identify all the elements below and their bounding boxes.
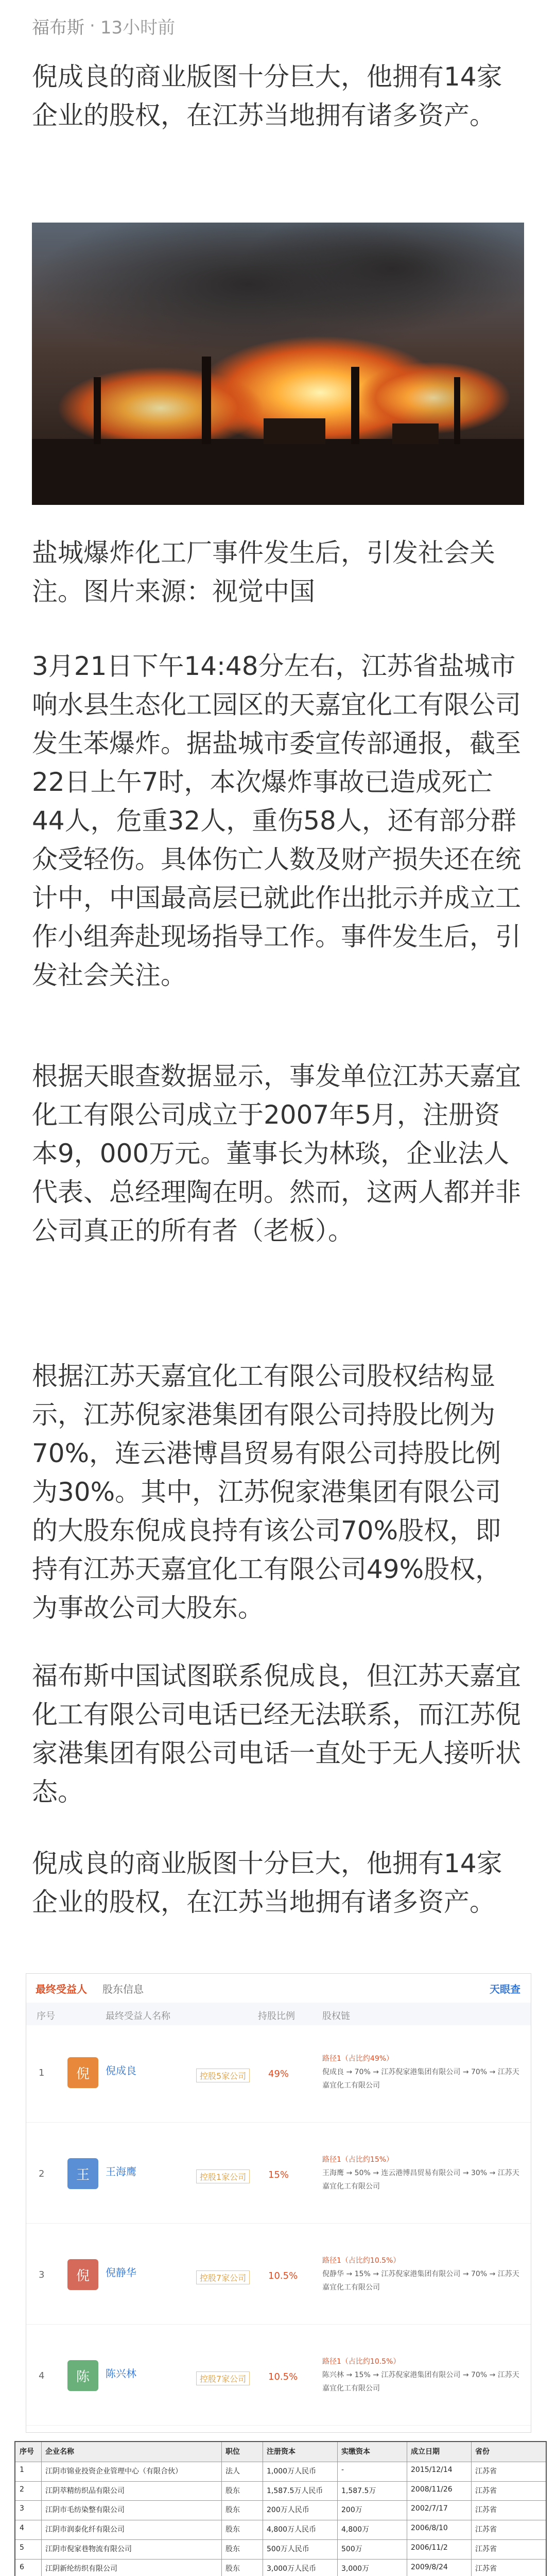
table-cell: 500万 (341, 2545, 362, 2553)
shot-col-num: 序号 (37, 2011, 55, 2022)
company-table (14, 2441, 547, 2576)
author-name[interactable]: 福布斯 (32, 17, 84, 38)
table-cell: 江苏省 (475, 2564, 497, 2573)
table-cell: 江阴萃精纺织品有限公司 (45, 2486, 125, 2495)
row-number: 3 (39, 2269, 45, 2280)
table-cell: 4 (20, 2524, 24, 2533)
table-row (15, 2500, 546, 2520)
table-cell: 3 (20, 2504, 24, 2513)
equity-chain (322, 2153, 523, 2193)
shot-tab-shareholders: 股东信息 (102, 1982, 144, 1995)
table-row (15, 2462, 546, 2482)
photo-caption: 盐城爆炸化工厂事件发生后，引发社会关注。图片来源：视觉中国 (32, 538, 495, 606)
table-cell: 江阴市润泰化纤有限公司 (45, 2526, 125, 2534)
chain-path: 王海鹰 → 50% → 连云港博昌贸易有限公司 → 30% → 江苏天嘉宜化工有限公司 (322, 2169, 519, 2191)
publish-time: 13小时前 (100, 17, 176, 38)
table-header-cell: 企业名称 (45, 2448, 74, 2456)
shareholder-name[interactable]: 陈兴林 (106, 2367, 136, 2380)
row-number: 4 (39, 2370, 45, 2381)
paragraph-1: 倪成良的商业版图十分巨大，他拥有14家企业的股权，在江苏当地拥有诸多资产。 (32, 62, 502, 130)
table-cell: 1,000万人民币 (267, 2467, 317, 2476)
table-cell: 2006/8/10 (411, 2524, 448, 2533)
row-number: 1 (39, 2067, 45, 2078)
table-cell: 1,587.5万人民币 (267, 2486, 323, 2495)
table-header-cell: 注册资本 (267, 2448, 296, 2456)
holding-tag[interactable]: 控股7家公司 (196, 2270, 250, 2284)
avatar: 王 (67, 2158, 98, 2189)
table-cell: 股东 (225, 2564, 240, 2573)
table-cell: 江阴市毛纺染整有限公司 (45, 2506, 125, 2515)
table-row (15, 2539, 546, 2560)
table-cell: 股东 (225, 2545, 240, 2553)
table-row (15, 2481, 546, 2501)
table-header-row (15, 2442, 546, 2462)
avatar: 倪 (67, 2057, 98, 2088)
paragraph-4: 根据天眼查数据显示，事发单位江苏天嘉宜化工有限公司成立于2007年5月，注册资本9，000万元。董事长为林琰，企业法人代表、总经理陶在明。然而，这两人都并非公司真正的所有者（老板）。 (32, 1061, 521, 1246)
paragraph-7: 倪成良的商业版图十分巨大，他拥有14家企业的股权，在江苏当地拥有诸多资产。 (32, 1849, 502, 1917)
chain-title: 路径1（占比约10.5%） (322, 2257, 401, 2265)
table-cell: 2006/11/2 (411, 2544, 448, 2552)
table-cell: - (341, 2465, 344, 2474)
shot-tab-beneficiary: 最终受益人 (36, 1982, 87, 1995)
shareholder-name[interactable]: 倪静华 (106, 2266, 136, 2279)
chain-title: 路径1（占比约49%） (322, 2055, 394, 2063)
table-header-cell: 成立日期 (411, 2448, 440, 2456)
table-cell: 1 (20, 2465, 24, 2474)
shareholder-screenshot (26, 1973, 531, 2433)
table-header-cell: 序号 (20, 2448, 34, 2456)
chain-path: 倪静华 → 15% → 江苏倪家港集团有限公司 → 70% → 江苏天嘉宜化工有限公司 (322, 2270, 519, 2292)
shareholder-row[interactable] (26, 2025, 531, 2123)
table-cell: 江苏省 (475, 2545, 497, 2553)
shareholder-name[interactable]: 倪成良 (106, 2064, 136, 2077)
chain-path: 倪成良 → 70% → 江苏倪家港集团有限公司 → 70% → 江苏天嘉宜化工有限公司 (322, 2068, 519, 2090)
chain-title: 路径1（占比约10.5%） (322, 2358, 401, 2366)
table-cell: 2008/11/26 (411, 2485, 453, 2494)
meta-separator: · (90, 15, 95, 36)
chain-path: 陈兴林 → 15% → 江苏倪家港集团有限公司 → 70% → 江苏天嘉宜化工有限公司 (322, 2371, 519, 2393)
table-cell: 3,000万人民币 (267, 2564, 317, 2573)
table-cell: 2009/8/24 (411, 2563, 448, 2571)
paragraph-5: 根据江苏天嘉宜化工有限公司股权结构显示，江苏倪家港集团有限公司持股比例为70%，连云港博昌贸易有限公司持股比例为30%。其中，江苏倪家港集团有限公司的大股东倪成良持有该公司70%股权，即持有江苏天嘉宜化工有限公司49%股权，为事故公司大股东。 (32, 1361, 501, 1623)
table-cell: 法人 (225, 2467, 240, 2476)
shareholder-row[interactable] (26, 2328, 531, 2426)
shot-col-chain: 股权链 (322, 2011, 350, 2022)
table-cell: 2002/7/17 (411, 2504, 448, 2513)
chain-title: 路径1（占比约15%） (322, 2156, 394, 2164)
table-cell: 500万人民币 (267, 2545, 309, 2553)
table-cell: 江苏省 (475, 2526, 497, 2534)
stake-percent: 10.5% (268, 2371, 298, 2382)
table-row (15, 2520, 546, 2540)
stake-percent: 15% (268, 2170, 289, 2180)
row-number: 2 (39, 2168, 45, 2179)
explosion-photo (32, 223, 524, 505)
table-cell: 2015/12/14 (411, 2465, 453, 2474)
holding-tag[interactable]: 控股7家公司 (196, 2371, 250, 2385)
table-divider (337, 2442, 338, 2576)
shareholder-row[interactable] (26, 2126, 531, 2224)
equity-chain (322, 2355, 523, 2395)
table-cell: 5 (20, 2544, 24, 2552)
shot-col-name: 最终受益人名称 (106, 2011, 170, 2022)
table-cell: 股东 (225, 2506, 240, 2515)
table-divider (471, 2442, 472, 2576)
table-cell: 3,000万 (341, 2564, 370, 2573)
tianyancha-logo: 天眼查 (490, 1982, 520, 1995)
stake-percent: 10.5% (268, 2270, 298, 2281)
table-cell: 4,800万人民币 (267, 2526, 317, 2534)
shareholder-row[interactable] (26, 2227, 531, 2325)
table-cell: 200万人民币 (267, 2506, 309, 2515)
equity-chain (322, 2254, 523, 2294)
shareholder-name[interactable]: 王海鹰 (106, 2165, 136, 2178)
table-cell: 江苏省 (475, 2486, 497, 2495)
shot-header-row (26, 2003, 531, 2025)
table-cell: 股东 (225, 2486, 240, 2495)
table-cell: 江阴市锦业投资企业管理中心（有限合伙） (45, 2467, 182, 2476)
avatar: 陈 (67, 2360, 98, 2391)
table-cell: 2 (20, 2485, 24, 2494)
table-row (15, 2559, 546, 2576)
holding-tag[interactable]: 控股5家公司 (196, 2069, 250, 2082)
table-cell: 江阴市倪家巷物流有限公司 (45, 2545, 132, 2553)
table-cell: 4,800万 (341, 2526, 370, 2534)
table-divider (221, 2442, 222, 2576)
equity-chain (322, 2052, 523, 2092)
table-cell: 江苏省 (475, 2506, 497, 2515)
table-cell: 6 (20, 2563, 24, 2571)
article-meta (32, 14, 175, 37)
shot-col-pct: 持股比例 (258, 2011, 295, 2022)
avatar: 倪 (67, 2259, 98, 2290)
holding-tag[interactable]: 控股1家公司 (196, 2170, 250, 2183)
shot-tabbar (26, 1974, 531, 2003)
explosion-image (32, 223, 524, 505)
table-header-cell: 职位 (225, 2448, 240, 2456)
paragraph-6: 福布斯中国试图联系倪成良，但江苏天嘉宜化工有限公司电话已经无法联系，而江苏倪家港集团有限公司电话一直处于无人接听状态。 (32, 1661, 521, 1807)
stake-percent: 49% (268, 2069, 289, 2079)
table-divider (41, 2442, 42, 2576)
table-header-cell: 省份 (475, 2448, 490, 2456)
table-cell: 1,587.5万 (341, 2486, 376, 2495)
table-cell: 江苏省 (475, 2467, 497, 2476)
table-cell: 200万 (341, 2506, 362, 2515)
paragraph-3: 3月21日下午14:48分左右，江苏省盐城市响水县生态化工园区的天嘉宜化工有限公司发生苯爆炸。据盐城市委宣传部通报，截至22日上午7时，本次爆炸事故已造成死亡44人，危重32人，重伤58人，还有部分群众受轻伤。具体伤亡人数及财产损失还在统计中，中国最高层已就此作出批示并成立工作小组奔赴现场指导工作。事件发生后，引发社会关注。 (32, 651, 521, 990)
table-cell: 股东 (225, 2526, 240, 2534)
table-cell: 江阴新纶纺织有限公司 (45, 2564, 117, 2573)
table-header-cell: 实缴资本 (341, 2448, 370, 2456)
